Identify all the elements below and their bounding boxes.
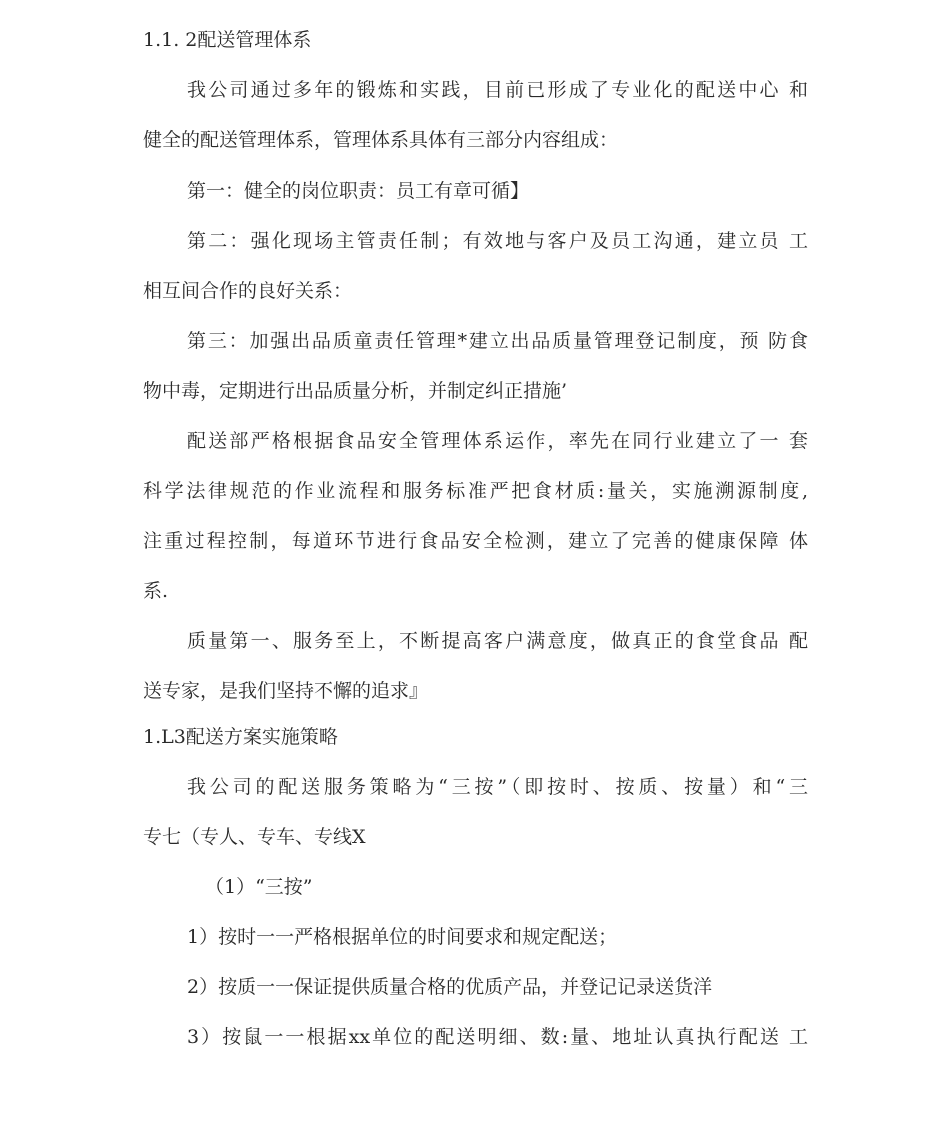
paragraph-4-line-1: 我公司的配送服务策略为“三按”（即按时、按质、按量）和“三 [187,776,808,798]
paragraph-4-line-2: 专七（专人、专车、专线X [143,826,366,848]
list-item: 3）按鼠一一根据xx单位的配送明细、数:量、地址认真执行配送 工 [187,1026,808,1048]
section-heading-1-1-2: 1.1. 2配送管理体系 [143,29,312,51]
paragraph-3-line-2: 送专家，是我们坚持不懈的追求』 [143,680,429,702]
paragraph-2-line-1: 配送部严格根据食品安全管理体系运作，率先在同行业建立了一 套 [187,430,808,452]
paragraph-2-line-2: 科学法律规范的作业流程和服务标准严把食材质:量关，实施溯源制度, [143,480,808,502]
item-third-line-1: 第三：加强出品质童责任管理*建立出品质量管理登记制度，预 防食 [187,330,808,352]
list-item: 1）按时一一严格根据单位的时间要求和规定配送； [187,926,618,948]
paragraph-1-line-2: 健全的配送管理体系，管理体系具体有三部分内容组成： [143,129,619,151]
sub-heading-san-an: （1）“三按” [205,876,313,898]
paragraph-1-line-1: 我公司通过多年的锻炼和实践，目前已形成了专业化的配送中心 和 [187,79,808,101]
item-second-line-2: 相互间合作的良好关系： [143,280,353,302]
section-heading-1-1-3: 1.L3配送方案实施策略 [143,726,338,748]
item-first: 第一：健全的岗位职责：员工有章可循】 [187,180,530,202]
list-item: 2）按质一一保证提供质量合格的优质产品，并登记记录送货洋 [187,976,713,998]
item-second-line-1: 第二：强化现场主管责任制；有效地与客户及员工沟通，建立员 工 [187,230,808,252]
item-third-line-2: 物中毒，定期进行出品质量分析，并制定纠正措施’ [143,380,568,402]
paragraph-3-line-1: 质量第一、服务至上，不断提高客户满意度，做真正的食堂食品 配 [187,630,808,652]
paragraph-2-line-4: 系. [143,580,169,602]
paragraph-2-line-3: 注重过程控制，每道环节进行食品安全检测，建立了完善的健康保障 体 [143,530,808,552]
